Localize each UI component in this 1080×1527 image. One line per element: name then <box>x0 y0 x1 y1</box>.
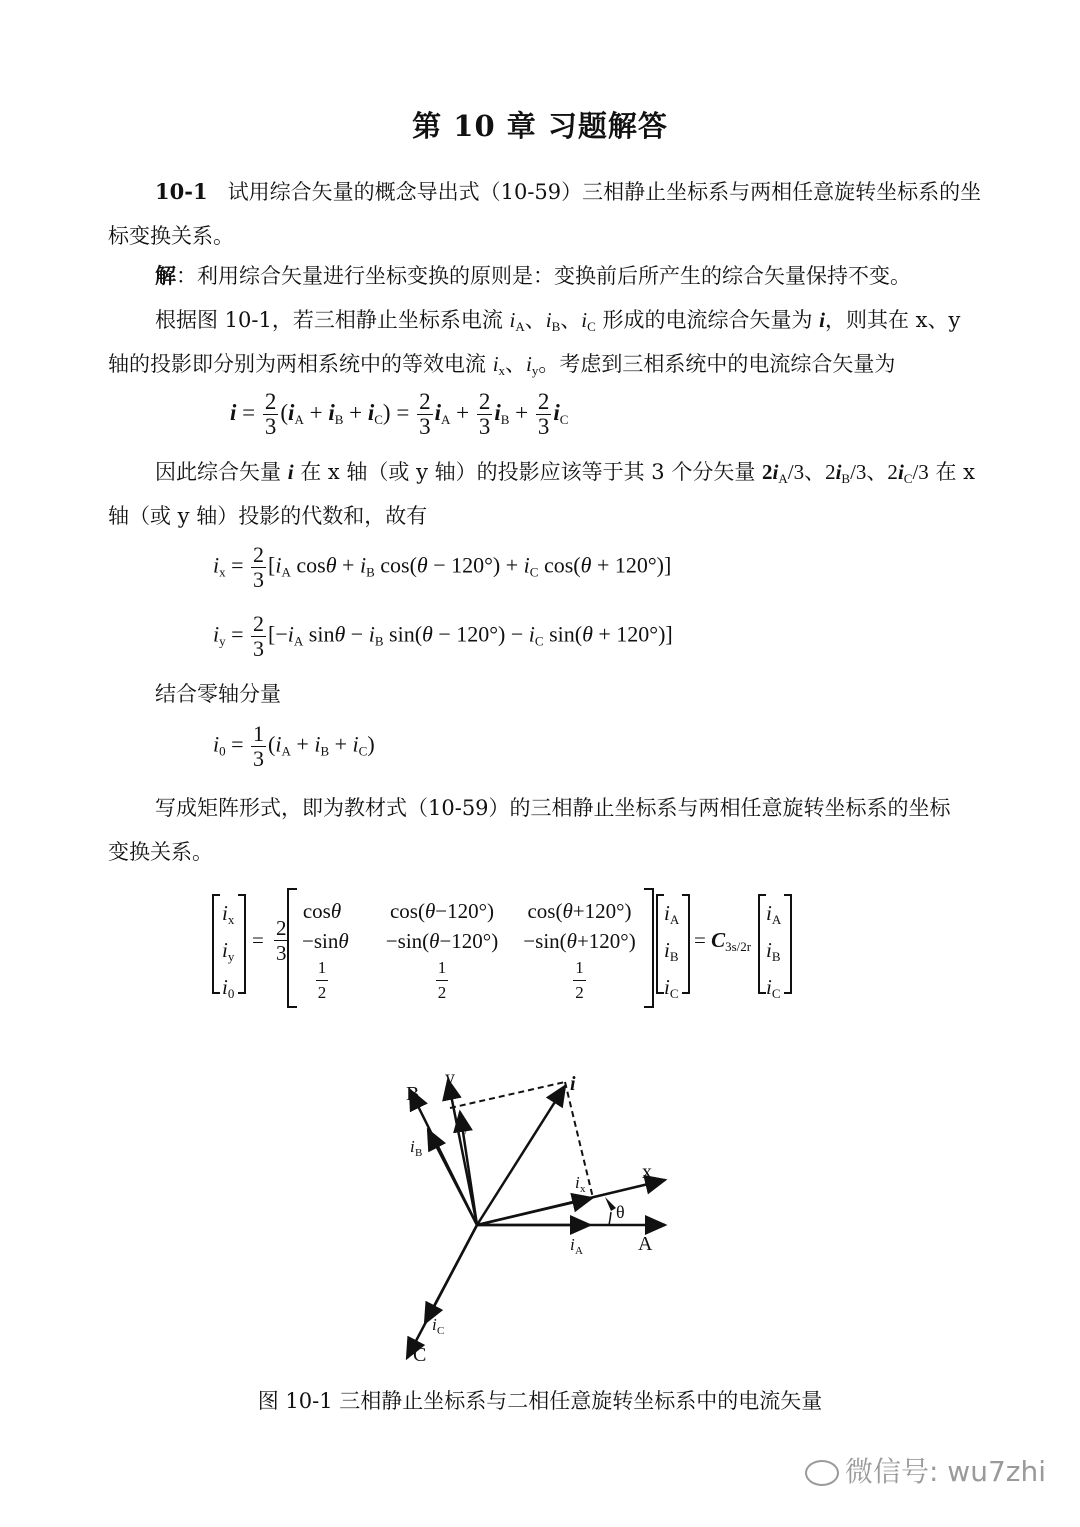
watermark-text: 微信号: wu7zhi <box>844 1455 1046 1488</box>
problem-number: 10-1 <box>155 179 208 204</box>
equation-i0: $i_0$ = $\frac{1}{3}$ $(i_A + i_B + i_C)$ <box>213 721 375 771</box>
label-ix-sub: x <box>580 1183 586 1195</box>
para2-line1: 因此综合矢量 i 在 x 轴（或 y 轴）的投影应该等于其 3 个分矢量 $2i_A/3$、$2i_B/3$、$2i_C/3$ 在 x <box>155 460 975 486</box>
para1-line2: 轴的投影即分别为两相系统中的等效电流 $i_x$、$i_y$。考虑到三相系统中的电流综合矢量为 <box>108 352 896 378</box>
watermark <box>805 1450 1046 1490</box>
matrix-col-1: cosθ −sinθ $\frac{1}{2}$ <box>302 899 349 1002</box>
label-B: B <box>406 1083 420 1105</box>
para1-text-c: ，则其在 x、y <box>825 308 961 332</box>
para2-text-b: 在 x 轴（或 y 轴）的投影应该等于其 3 个分矢量 <box>293 460 762 484</box>
matrix-col-2: cos(θ−120°) −sin(θ−120°) $\frac{1}{2}$ <box>385 899 499 1002</box>
label-iC-sub: C <box>437 1325 445 1337</box>
problem-text: 试用综合矢量的概念导出式（10-59）三相静止坐标系与两相任意旋转坐标系的坐 <box>227 180 982 204</box>
problem-line-1 <box>155 175 985 209</box>
para1-line1: 根据图 10-1，若三相静止坐标系电流 $i_A$、$i_B$、$i_C$ 形成的电流综合矢量为 i，则其在 x、y <box>155 308 961 334</box>
label-iC: i <box>432 1315 437 1334</box>
vector-ix <box>477 1198 592 1225</box>
para2-text-c: 在 x <box>928 460 975 484</box>
zero-axis-label: 结合零轴分量 <box>155 682 281 706</box>
matrix-text-line2: 变换关系。 <box>108 840 213 864</box>
matrix-col-3: cos(θ+120°) −sin(θ+120°) $\frac{1}{2}$ <box>523 899 636 1002</box>
equation-iy: $i_y$ = $\frac{2}{3}$ [$-i_A$ $\sin\theta - i_B$ $\sin(\theta - 120^\circ) - i_C$ sin(θ + 120°)] <box>213 611 673 661</box>
rhs-vector-1: $i_A$ $i_B$ $i_C$ <box>664 901 680 1001</box>
matrix-equation: $i_x$ $i_y$ $i_0$ = $\frac{2}{3}$ cosθ −sinθ $\frac{1}{2}$ cos(θ−120°) −sin(θ−120°) $\frac{1}{2}$ cos(θ+120°) −sin(θ+120°) $\frac{1}{2}$ $i_A$ $i_B$ $i_C$ = $C_{3s/2r}$ $i_A$ $i_B$ $i_C$ <box>212 888 812 1008</box>
solution-label: 解 <box>155 263 176 288</box>
vector-diagram <box>380 1060 700 1370</box>
para1-text-a: 根据图 10-1，若三相静止坐标系电流 <box>155 308 510 332</box>
principle-text: 利用综合矢量进行坐标变换的原则是：变换前后所产生的综合矢量保持不变。 <box>197 264 911 288</box>
para1-text-b: 形成的电流综合矢量为 <box>595 308 820 332</box>
problem-line-2: 标变换关系。 <box>108 224 234 248</box>
rhs-vector-2: $i_A$ $i_B$ $i_C$ <box>766 901 782 1001</box>
wechat-icon <box>805 1460 839 1486</box>
label-y: y <box>445 1067 455 1089</box>
solution-colon: ： <box>176 264 197 288</box>
label-iB-sub: B <box>415 1147 423 1159</box>
vector-i <box>477 1086 565 1225</box>
label-i: i <box>570 1073 576 1095</box>
solution-principle <box>155 259 985 293</box>
para1-line2-a: 轴的投影即分别为两相系统中的等效电流 <box>108 352 493 376</box>
label-iA-sub: A <box>575 1245 583 1257</box>
label-A: A <box>638 1233 653 1255</box>
para2-text-a: 因此综合矢量 <box>155 460 288 484</box>
label-x: x <box>642 1161 652 1183</box>
page-title: 第 10 章 习题解答 <box>412 109 668 143</box>
projection-y-dashed <box>450 1082 565 1108</box>
label-theta: θ <box>616 1202 625 1222</box>
figure-caption: 图 10-1 三相静止坐标系与二相任意旋转坐标系中的电流矢量 <box>257 1389 823 1413</box>
para1-line2-b: 。考虑到三相系统中的电流综合矢量为 <box>538 352 896 376</box>
matrix-text-line1: 写成矩阵形式，即为教材式（10-59）的三相静止坐标系与两相任意旋转坐标系的坐标 <box>155 796 951 820</box>
label-ix: i <box>575 1173 580 1192</box>
label-iy: i <box>458 1113 463 1132</box>
equation-ix: $i_x$ = $\frac{2}{3}$ [$i_A$ $\cos\theta + i_B$ $\cos(\theta - 120^\circ) + i_C$ cos(θ + 120°)] <box>213 542 672 592</box>
label-iy-sub: y <box>463 1123 469 1135</box>
theta-arc <box>609 1212 611 1225</box>
label-iA: i <box>570 1235 575 1254</box>
para2-line2: 轴（或 y 轴）投影的代数和，故有 <box>108 504 428 528</box>
equation-vector-sum: i = $\frac{2}{3}$ $(i_A + i_B + i_C)$ = $\frac{2}{3}$ $i_A$ + $\frac{2}{3}$ $i_B$ + $\frac{2}{3}$ $i_C$ <box>230 389 569 439</box>
label-iB: i <box>410 1137 415 1156</box>
vector-iC <box>425 1225 477 1323</box>
lhs-vector: $i_x$ $i_y$ $i_0$ <box>222 901 235 1001</box>
label-C: C <box>413 1344 427 1366</box>
